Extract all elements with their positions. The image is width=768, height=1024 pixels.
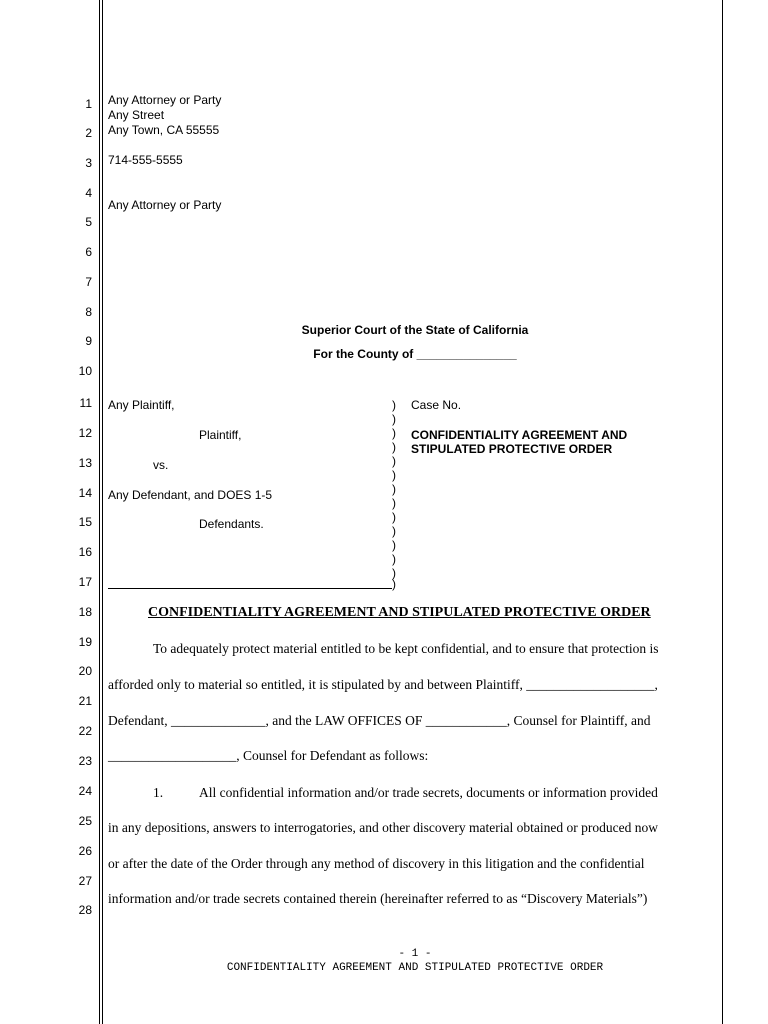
line-number: 25 [78, 814, 92, 828]
line-number: 6 [85, 245, 92, 259]
caption-paren: ) [392, 496, 396, 510]
attorney-for: Any Attorney or Party [108, 198, 222, 212]
line-number: 5 [85, 215, 92, 229]
line-number: 9 [85, 334, 92, 348]
document-title-line-2: STIPULATED PROTECTIVE ORDER [411, 442, 613, 456]
paragraph-1-line-4: ___________________, Counsel for Defendant as follows: [108, 748, 429, 763]
line-number: 2 [85, 126, 92, 140]
plaintiff-name: Any Plaintiff, [108, 398, 175, 412]
line-number: 20 [78, 664, 92, 678]
versus-label: vs. [153, 458, 169, 472]
paragraph-2-line-3: or after the date of the Order through any method of discovery in this litigation and the confidential [108, 856, 645, 871]
line-number: 8 [85, 305, 92, 319]
line-number: 17 [78, 575, 92, 589]
paragraph-2-line-4: information and/or trade secrets contained therein (hereinafter referred to as “Discovery Materials”) [108, 891, 648, 906]
attorney-name: Any Attorney or Party [108, 93, 222, 107]
attorney-street: Any Street [108, 108, 165, 122]
footer-title: CONFIDENTIALITY AGREEMENT AND STIPULATED PROTECTIVE ORDER [226, 962, 604, 974]
court-county: For the County of _______________ [313, 347, 517, 361]
left-margin-rule-outer [99, 0, 100, 1024]
caption-bottom-rule [108, 588, 392, 589]
line-number: 22 [78, 724, 92, 738]
line-number: 19 [78, 635, 92, 649]
line-number: 26 [78, 844, 92, 858]
line-number: 4 [85, 186, 92, 200]
line-number: 23 [78, 754, 92, 768]
caption-paren: ) [392, 454, 396, 468]
caption-paren: ) [392, 524, 396, 538]
caption-paren: ) [392, 577, 396, 591]
document-title-line-1: CONFIDENTIALITY AGREEMENT AND [411, 428, 628, 442]
paragraph-2-line-2: in any depositions, answers to interrogatories, and other discovery material obtained or produced now [108, 820, 658, 835]
page-number: - 1 - [398, 948, 432, 960]
defendant-name: Any Defendant, and DOES 1-5 [108, 488, 273, 502]
attorney-city: Any Town, CA 55555 [108, 123, 220, 137]
line-number: 28 [78, 903, 92, 917]
left-margin-rule-inner [102, 0, 103, 1024]
caption-paren: ) [392, 426, 396, 440]
line-number: 1 [85, 97, 92, 111]
caption-paren: ) [392, 398, 396, 412]
paragraph-1-line-3: Defendant, ______________, and the LAW OFFICES OF ____________, Counsel for Plaintiff, and [108, 713, 651, 728]
case-number-label: Case No. [411, 398, 462, 412]
caption-paren: ) [392, 538, 396, 552]
line-number: 27 [78, 874, 92, 888]
line-number: 14 [78, 486, 92, 500]
paragraph-1-line-1: To adequately protect material entitled to be kept confidential, and to ensure that protection is [153, 641, 659, 656]
plaintiff-label: Plaintiff, [199, 428, 242, 442]
court-name: Superior Court of the State of California [301, 323, 529, 337]
right-margin-rule [722, 0, 723, 1024]
body-heading: CONFIDENTIALITY AGREEMENT AND STIPULATED PROTECTIVE ORDER [148, 605, 651, 620]
line-number: 21 [78, 694, 92, 708]
line-number: 16 [78, 545, 92, 559]
caption-paren: ) [392, 482, 396, 496]
caption-paren: ) [392, 552, 396, 566]
caption-paren: ) [392, 468, 396, 482]
paragraph-2-line-1: All confidential information and/or trade secrets, documents or information provided [199, 785, 658, 800]
line-number: 24 [78, 784, 92, 798]
line-number: 3 [85, 156, 92, 170]
caption-paren: ) [392, 440, 396, 454]
line-number: 7 [85, 275, 92, 289]
paragraph-1-line-2: afforded only to material so entitled, it is stipulated by and between Plaintiff, ___________________, [108, 677, 658, 692]
line-number: 12 [78, 426, 92, 440]
defendant-label: Defendants. [199, 517, 264, 531]
line-number: 18 [78, 605, 92, 619]
line-number: 11 [79, 396, 92, 410]
caption-paren: ) [392, 412, 396, 426]
paragraph-2-number: 1. [153, 785, 164, 800]
attorney-phone: 714-555-5555 [108, 153, 183, 167]
line-number: 13 [78, 456, 92, 470]
caption-paren: ) [392, 510, 396, 524]
caption-paren: ) [392, 566, 396, 580]
line-number: 10 [78, 364, 92, 378]
line-number: 15 [78, 515, 92, 529]
